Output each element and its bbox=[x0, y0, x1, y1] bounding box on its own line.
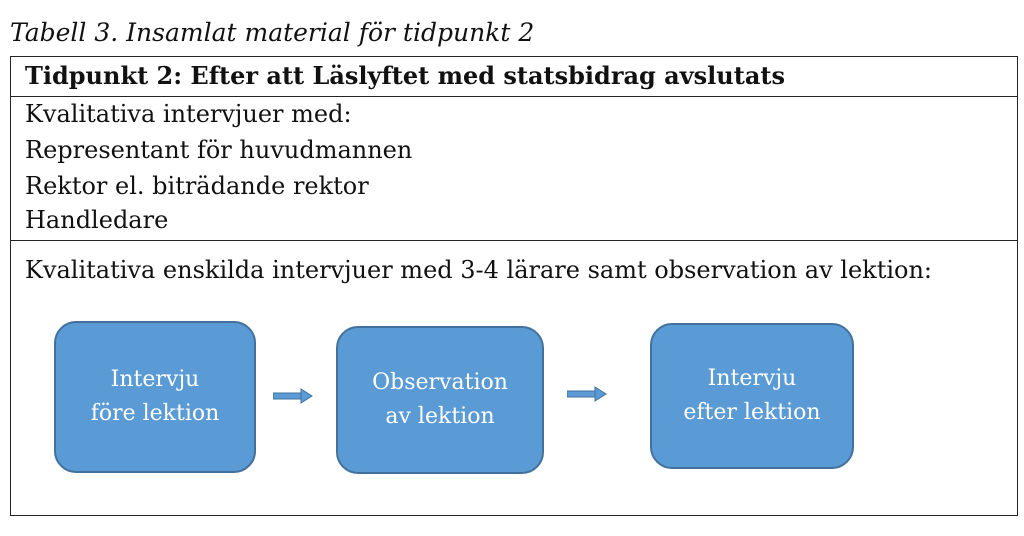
table-caption: Tabell 3. Insamlat material för tidpunkt 2 bbox=[10, 18, 535, 47]
flow-step-line: Observation bbox=[372, 370, 508, 395]
interviewee-item: Representant för huvudmannen bbox=[25, 136, 413, 164]
right-arrow-icon bbox=[567, 386, 607, 402]
flow-step-line: Intervju bbox=[707, 366, 797, 391]
table-header-row bbox=[11, 57, 1017, 97]
interviews-row bbox=[11, 97, 1017, 241]
flow-step-observation bbox=[336, 326, 544, 474]
flow-step-line: Intervju bbox=[110, 367, 200, 392]
flow-step-line: före lektion bbox=[90, 401, 220, 426]
flow-step-line: efter lektion bbox=[683, 400, 821, 425]
table-header: Tidpunkt 2: Efter att Läslyftet med statsbidrag avslutats bbox=[25, 61, 785, 90]
flow-step-line: av lektion bbox=[385, 404, 495, 429]
material-table bbox=[10, 56, 1018, 516]
interviews-intro: Kvalitativa intervjuer med: bbox=[25, 100, 352, 128]
interviewee-item: Handledare bbox=[25, 206, 169, 234]
flow-step-interview-after bbox=[650, 323, 854, 469]
flow-row bbox=[11, 241, 1017, 515]
flow-step-interview-before bbox=[54, 321, 256, 473]
flow-heading: Kvalitativa enskilda intervjuer med 3-4 lärare samt observation av lektion: bbox=[25, 256, 933, 284]
right-arrow-icon bbox=[273, 388, 313, 404]
interviewee-item: Rektor el. biträdande rektor bbox=[25, 172, 369, 200]
